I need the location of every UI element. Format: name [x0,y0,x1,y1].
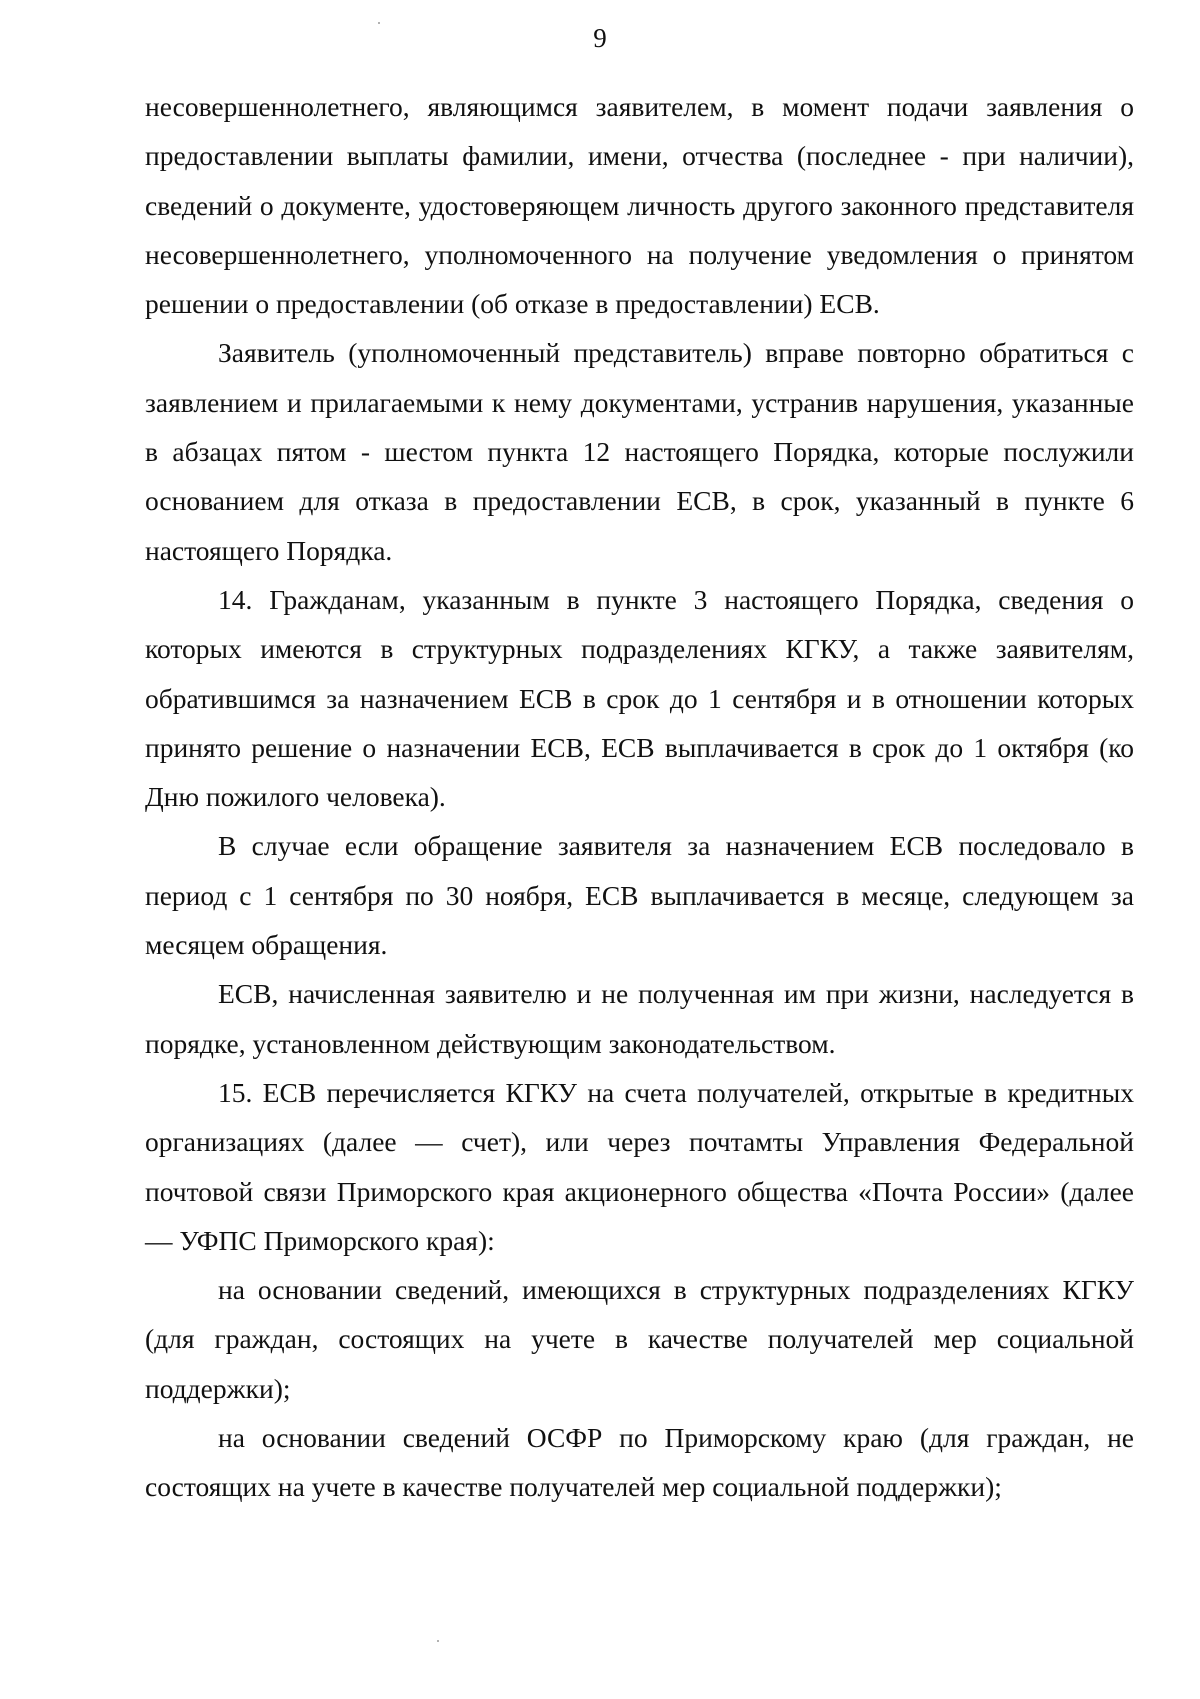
paragraph-6-item-15: 15. ЕСВ перечисляется КГКУ на счета получателей, открытые в кредитных организациях (далее — счет), или через почтамты Управления Федеральной почтовой связи Приморского края акционерного общества «Почта России» (далее — УФПС Приморского края): [145,1076,1134,1256]
paragraph-8: на основании сведений ОСФР по Приморскому краю (для граждан, не состоящих на учете в качестве получателей мер социальной поддержки); [145,1422,1134,1503]
paragraph-7: на основании сведений, имеющихся в структурных подразделениях КГКУ (для граждан, состоящих на учете в качестве получателей мер социальной поддержки); [145,1274,1134,1404]
paragraph-3-item-14: 14. Гражданам, указанным в пункте 3 настоящего Порядка, сведения о которых имеются в структурных подразделениях КГКУ, а также заявителям, обратившимся за назначением ЕСВ в срок до 1 сентября и в отношении которых принято решение о назначении ЕСВ, ЕСВ выплачивается в срок до 1 октября (ко Дню пожилого человека). [145,583,1134,813]
paragraph-5: ЕСВ, начисленная заявителю и не полученная им при жизни, наследуется в порядке, установленном действующим законодательством. [145,978,1134,1059]
paragraph-4: В случае если обращение заявителя за назначением ЕСВ последовало в период с 1 сентября по 30 ноября, ЕСВ выплачивается в месяце, следующем за месяцем обращения. [145,830,1134,961]
scan-speck-bottom [437,1640,439,1642]
paragraph-2: Заявитель (уполномоченный представитель) вправе повторно обратиться с заявлением и прилагаемыми к нему документами, устранив нарушения, указанные в абзацах пятом - шестом пункта 12 настоящего Порядка, которые послужили основанием для отказа в предоставлении ЕСВ, в срок, указанный в пункте 6 настоящего Порядка. [145,337,1134,566]
paragraph-1: несовершеннолетнего, являющимся заявителем, в момент подачи заявления о предоставлении выплаты фамилии, имени, отчества (последнее - при наличии), сведений о документе, удостоверяющем личность другого законного представителя несовершеннолетнего, уполномоченного на получение уведомления о принятом решении о предоставлении (об отказе в предоставлении) ЕСВ. [145,91,1134,320]
document-body [145,82,1134,1512]
page-number: 9 [593,23,607,53]
